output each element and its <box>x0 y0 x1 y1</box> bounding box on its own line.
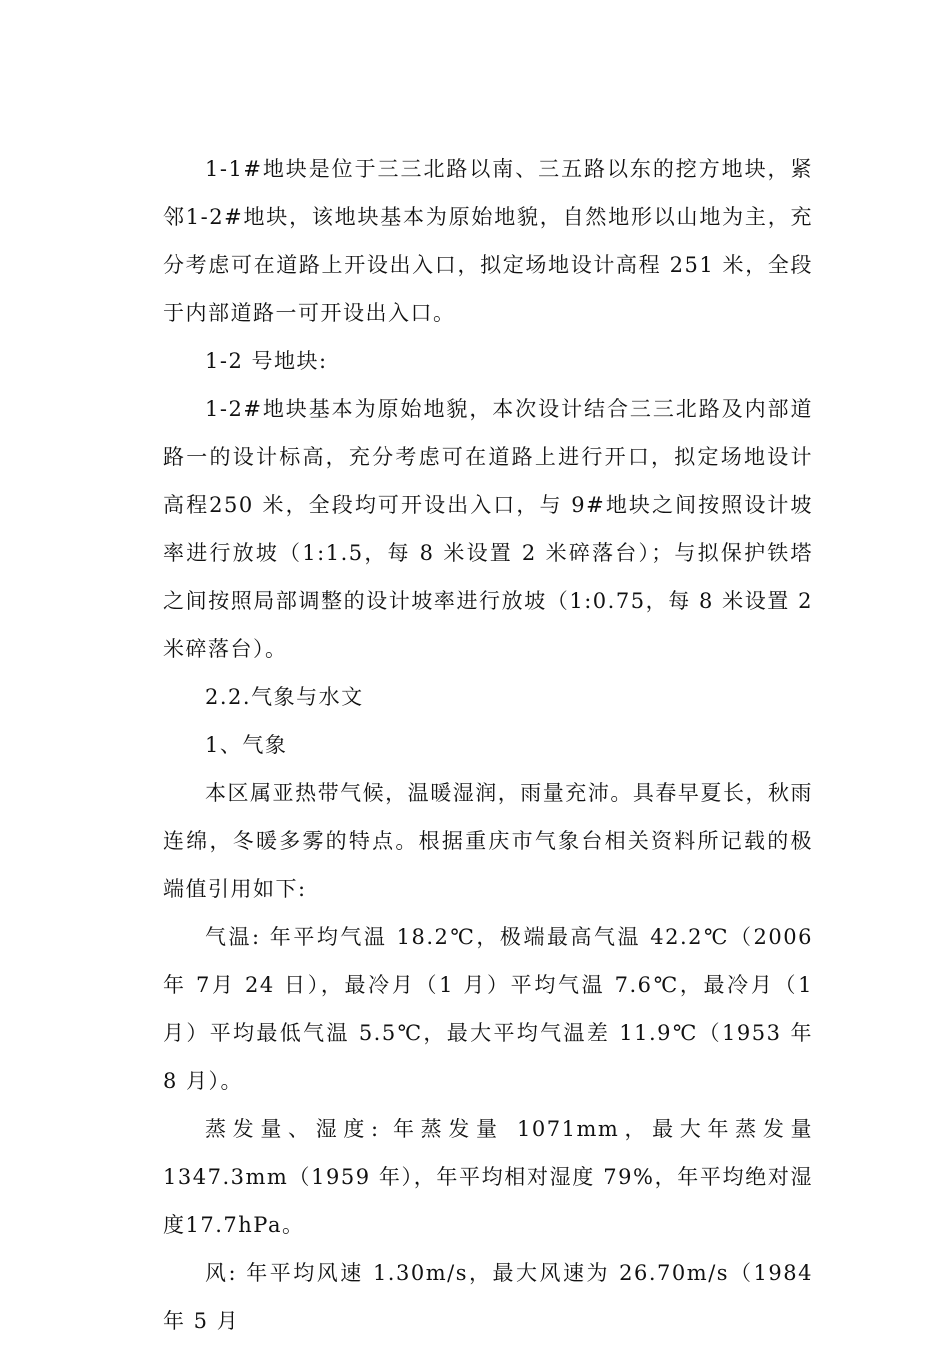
paragraph-wind: 风: 年平均风速 1.30m/s，最大风速为 26.70m/s（1984 年 5 月 <box>163 1261 813 1333</box>
paragraph-climate: 本区属亚热带气候，温暖湿润，雨量充沛。具春早夏长，秋雨连绵，冬暖多雾的特点。根据重庆市气象台相关资料所记载的极端值引用如下: <box>163 781 813 901</box>
paragraph-block-1-2: 1-2#地块基本为原始地貌，本次设计结合三三北路及内部道路一的设计标高，充分考虑可在道路上进行开口，拟定场地设计高程250 米，全段均可开设出入口，与 9#地块之间按照设计坡率进行放坡（1:1.5，每 8 米设置 2 米碎落台）；与拟保护铁塔之间按照局部调整的设计坡率进行放坡（1:0.75，每 8 米设置 2 米碎落台）。 <box>163 397 813 661</box>
document-body <box>163 145 813 1345</box>
section-heading-weather-hydrology: 2.2.气象与水文 <box>205 685 364 709</box>
subheading-weather: 1、气象 <box>205 733 288 757</box>
paragraph-temperature: 气温: 年平均气温 18.2℃，极端最高气温 42.2℃（2006 年 7月 24 日），最冷月（1 月）平均气温 7.6℃，最冷月（1 月）平均最低气温 5.5℃，最大平均气温差 11.9℃（1953 年 8 月）。 <box>163 925 813 1093</box>
paragraph-evaporation-humidity: 蒸发量、湿度: 年蒸发量 1071mm，最大年蒸发量1347.3mm（1959 年），年平均相对湿度 79%，年平均绝对湿度17.7hPa。 <box>163 1117 813 1237</box>
paragraph-block-1-1: 1-1#地块是位于三三北路以南、三五路以东的挖方地块，紧邻1-2#地块，该地块基本为原始地貌，自然地形以山地为主，充分考虑可在道路上开设出入口，拟定场地设计高程 251 米，全段于内部道路一可开设出入口。 <box>163 157 813 325</box>
heading-block-1-2: 1-2 号地块: <box>205 349 328 373</box>
